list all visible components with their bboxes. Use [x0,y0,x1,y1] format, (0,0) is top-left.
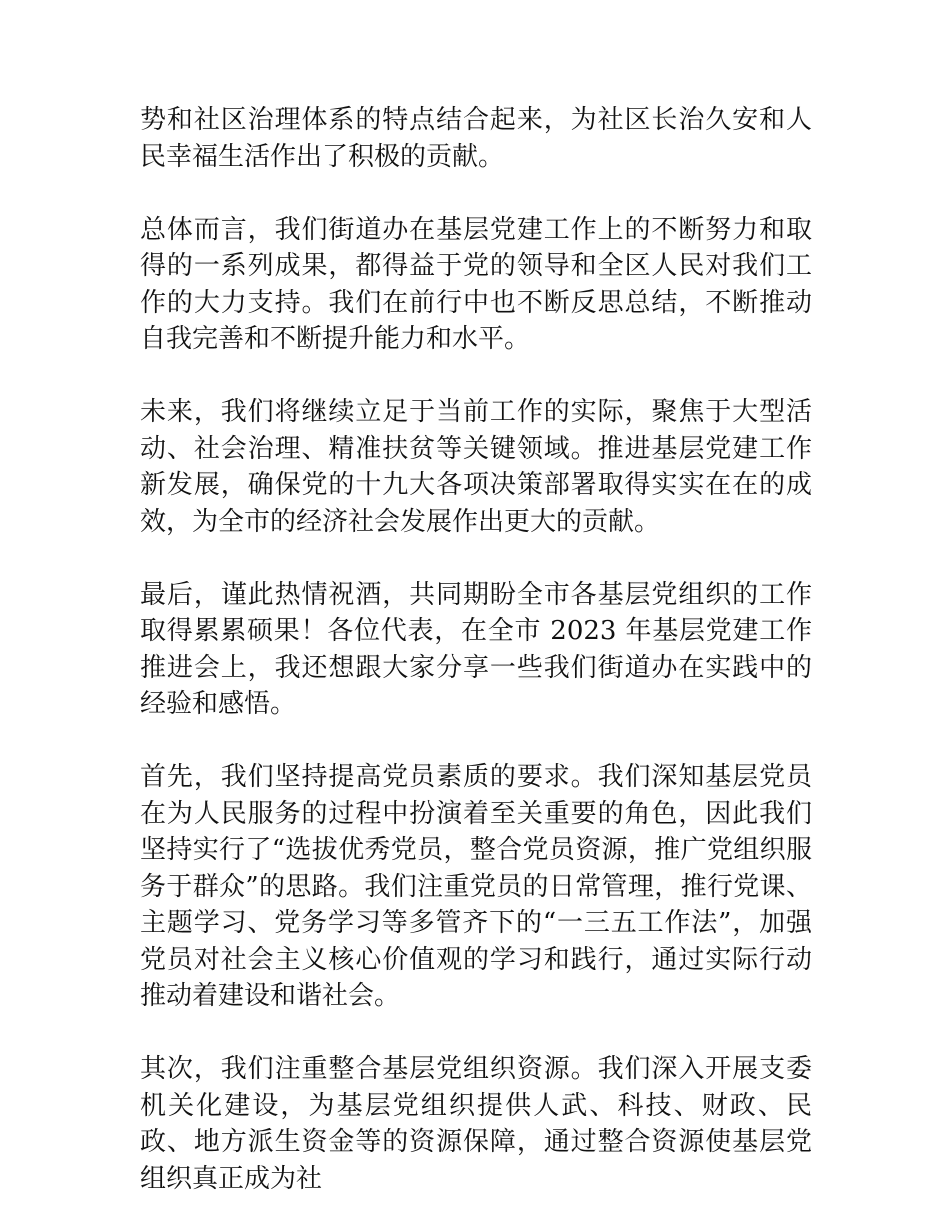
paragraph-1: 势和社区治理体系的特点结合起来，为社区长治久安和人民幸福生活作出了积极的贡献。 [140,105,812,172]
paragraph-2: 总体而言，我们街道办在基层党建工作上的不断努力和取得的一系列成果，都得益于党的领导和全区人民对我们工作的大力支持。我们在前行中也不断反思总结，不断推动自我完善和不断提升能力和水平。 [140,214,812,354]
paragraph-4: 最后，谨此热情祝酒，共同期盼全市各基层党组织的工作取得累累硕果！各位代表，在全市 2023 年基层党建工作推进会上，我还想跟大家分享一些我们街道办在实践中的经验和感悟。 [140,579,812,719]
paragraph-5: 首先，我们坚持提高党员素质的要求。我们深知基层党员在为人民服务的过程中扮演着至关重要的角色，因此我们坚持实行了“选拔优秀党员，整合党员资源，推广党组织服务于群众”的思路。我们注重党员的日常管理，推行党课、主题学习、党务学习等多管齐下的“一三五工作法”，加强党员对社会主义核心价值观的学习和践行，通过实际行动推动着建设和谐社会。 [140,762,812,1011]
paragraph-6: 其次，我们注重整合基层党组织资源。我们深入开展支委机关化建设，为基层党组织提供人武、科技、财政、民政、地方派生资金等的资源保障，通过整合资源使基层党组织真正成为社 [140,1054,812,1194]
paragraph-3: 未来，我们将继续立足于当前工作的实际，聚焦于大型活动、社会治理、精准扶贫等关键领域。推进基层党建工作新发展，确保党的十九大各项决策部署取得实实在在的成效，为全市的经济社会发展作出更大的贡献。 [140,397,812,537]
document-body [140,102,812,1197]
